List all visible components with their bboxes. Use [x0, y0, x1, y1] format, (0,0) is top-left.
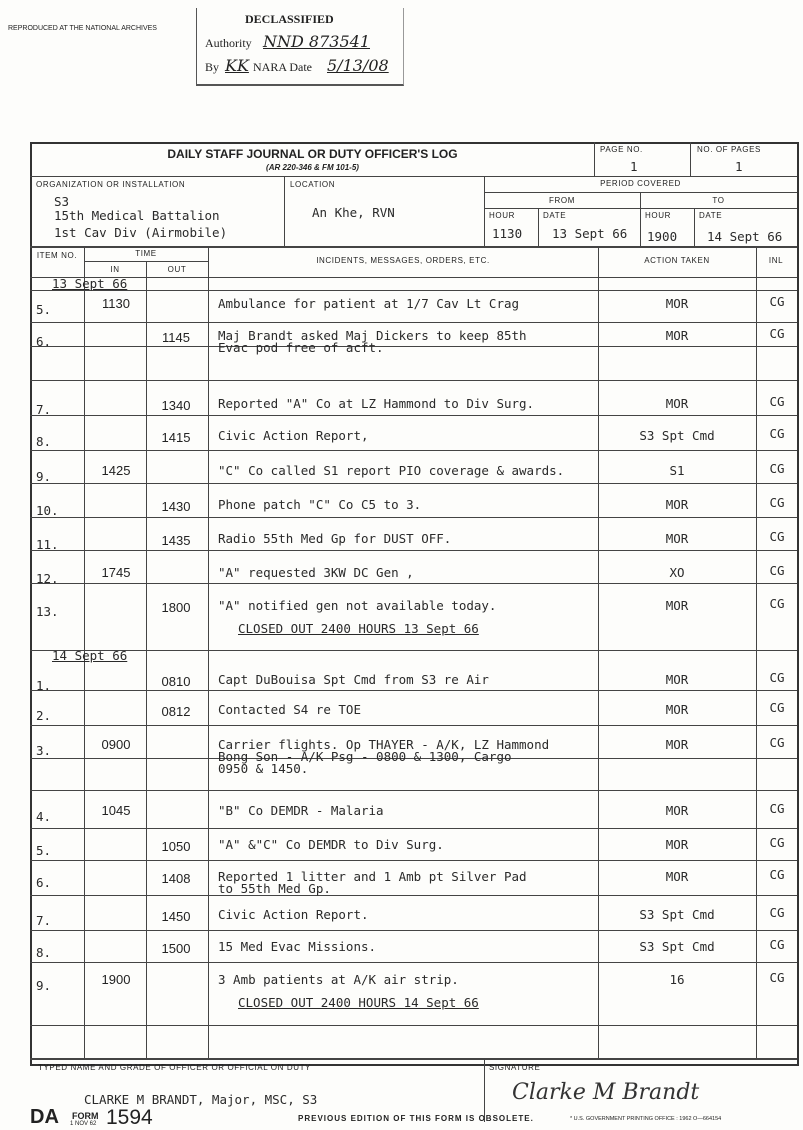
- col-incidents: INCIDENTS, MESSAGES, ORDERS, ETC.: [316, 256, 490, 265]
- initials: CG: [769, 326, 785, 341]
- initials: CG: [769, 867, 785, 882]
- form-title: DAILY STAFF JOURNAL OR DUTY OFFICER'S LOG: [167, 147, 458, 161]
- initials: CG: [769, 529, 785, 544]
- time-out: 1800: [161, 600, 191, 615]
- action-taken: MOR: [665, 672, 689, 687]
- row-divider: [30, 962, 797, 963]
- item-number: 6.: [36, 334, 52, 349]
- period-covered-label: PERIOD COVERED: [600, 179, 681, 188]
- to-date-value: 14 Sept 66: [707, 229, 783, 244]
- page-no-label: PAGE NO.: [600, 145, 643, 154]
- org-label: ORGANIZATION OR INSTALLATION: [36, 180, 186, 189]
- time-out: 1050: [161, 839, 191, 854]
- item-number: 5.: [36, 843, 52, 858]
- initials: CG: [769, 937, 785, 952]
- initials: CG: [769, 426, 785, 441]
- incident-text: Ambulance for patient at 1/7 Cav Lt Crag: [218, 296, 520, 311]
- incident-text: Reported 1 litter and 1 Amb pt Silver Pad: [218, 869, 527, 884]
- row-divider: [30, 1025, 797, 1026]
- incident-text: Carrier flights. Op THAYER - A/K, LZ Hammond: [218, 737, 550, 752]
- to-date-label: DATE: [699, 211, 723, 220]
- from-hour-label: HOUR: [489, 211, 515, 220]
- from-hour-value: 1130: [492, 226, 523, 241]
- initials: CG: [769, 596, 785, 611]
- col-item-no: ITEM NO.: [36, 251, 78, 260]
- org-line-2: 15th Medical Battalion: [54, 208, 220, 223]
- action-taken: S3 Spt Cmd: [639, 428, 715, 443]
- form-date: 1 NOV 62: [70, 1121, 97, 1127]
- by-value: KK: [225, 56, 249, 75]
- item-number: 7.: [36, 913, 52, 928]
- from-date-label: DATE: [543, 211, 567, 220]
- action-taken: MOR: [665, 328, 689, 343]
- item-number: 12.: [36, 571, 59, 586]
- row-divider: [30, 346, 797, 347]
- initials: CG: [769, 735, 785, 750]
- incident-text: Civic Action Report,: [218, 428, 369, 443]
- row-divider: [30, 725, 797, 726]
- location-value: An Khe, RVN: [312, 205, 395, 220]
- to-hour-value: 1900: [647, 229, 678, 244]
- action-taken: MOR: [665, 396, 689, 411]
- typed-name-value: CLARKE M BRANDT, Major, MSC, S3: [84, 1092, 318, 1107]
- item-number: 11.: [36, 537, 59, 552]
- time-in: 1425: [101, 463, 131, 478]
- item-number: 2.: [36, 708, 52, 723]
- action-taken: MOR: [665, 803, 689, 818]
- initials: CG: [769, 495, 785, 510]
- action-taken: MOR: [665, 497, 689, 512]
- action-taken: MOR: [665, 296, 689, 311]
- action-taken: MOR: [665, 837, 689, 852]
- item-number: 4.: [36, 809, 52, 824]
- time-out: 1408: [161, 871, 191, 886]
- item-number: 9.: [36, 978, 52, 993]
- row-divider: [30, 550, 797, 551]
- to-hour-label: HOUR: [645, 211, 671, 220]
- location-label: LOCATION: [290, 180, 336, 189]
- closing-line: CLOSED OUT 2400 HOURS 14 Sept 66: [238, 995, 479, 1010]
- row-divider: [30, 895, 797, 896]
- time-in: 1745: [101, 565, 131, 580]
- time-out: 1145: [162, 330, 190, 345]
- incident-text: 15 Med Evac Missions.: [218, 939, 377, 954]
- nara-date-label: NARA Date: [253, 60, 312, 74]
- time-in: 1130: [102, 296, 130, 311]
- time-out: 1340: [161, 398, 191, 413]
- declassified-stamp: [196, 8, 404, 86]
- form-word: FORM: [72, 1111, 99, 1121]
- incident-text: "A" notified gen not available today.: [218, 598, 497, 613]
- org-line-3: 1st Cav Div (Airmobile): [54, 225, 228, 240]
- incident-text: Radio 55th Med Gp for DUST OFF.: [218, 531, 452, 546]
- form-number: 1594: [106, 1106, 153, 1129]
- incident-text: "C" Co called S1 report PIO coverage & awards.: [218, 463, 565, 478]
- row-divider: [30, 828, 797, 829]
- initials: CG: [769, 835, 785, 850]
- item-number: 3.: [36, 743, 52, 758]
- initials: CG: [769, 970, 785, 985]
- row-divider: [30, 483, 797, 484]
- closing-line: CLOSED OUT 2400 HOURS 13 Sept 66: [238, 621, 479, 636]
- row-divider: [30, 790, 797, 791]
- row-divider: [30, 322, 797, 323]
- time-in: 1900: [101, 972, 131, 987]
- item-number: 9.: [36, 469, 52, 484]
- date-header: 13 Sept 66: [52, 276, 128, 291]
- incident-text: Reported "A" Co at LZ Hammond to Div Surg.: [218, 396, 535, 411]
- col-initials: INL: [768, 256, 784, 265]
- item-number: 5.: [36, 302, 52, 317]
- item-number: 6.: [36, 875, 52, 890]
- page-no-value: 1: [630, 159, 638, 174]
- incident-text-line-2: Bong Son - A/K Psg - 0800 & 1300, Cargo: [218, 749, 512, 764]
- incident-text-line-3: 0950 & 1450.: [218, 761, 309, 776]
- col-time-out: OUT: [167, 265, 187, 274]
- time-out: 0810: [161, 674, 191, 689]
- time-out: 1500: [161, 941, 191, 956]
- incident-text: Contacted S4 re TOE: [218, 702, 361, 717]
- nara-date-value: 5/13/08: [327, 56, 389, 75]
- from-date-value: 13 Sept 66: [552, 226, 628, 241]
- initials: CG: [769, 563, 785, 578]
- action-taken: MOR: [665, 869, 689, 884]
- org-line-1: S3: [54, 194, 70, 209]
- action-taken: XO: [669, 565, 685, 580]
- initials: CG: [769, 670, 785, 685]
- initials: CG: [769, 394, 785, 409]
- signature-label: SIGNATURE: [489, 1063, 541, 1072]
- authority-value: NND 873541: [263, 32, 370, 51]
- row-divider: [30, 517, 797, 518]
- gpo-notice: * U.S. GOVERNMENT PRINTING OFFICE : 1962 O—664154: [570, 1116, 722, 1122]
- authority-label: Authority: [205, 36, 252, 50]
- time-out: 1450: [161, 909, 191, 924]
- time-in: 0900: [101, 737, 131, 752]
- col-action-taken: ACTION TAKEN: [644, 256, 710, 265]
- incident-text: 3 Amb patients at A/K air strip.: [218, 972, 459, 987]
- form-da: DA: [30, 1106, 59, 1128]
- date-header: 14 Sept 66: [52, 648, 128, 663]
- initials: CG: [769, 461, 785, 476]
- row-divider: [30, 450, 797, 451]
- no-of-pages-label: NO. OF PAGES: [697, 145, 761, 154]
- row-divider: [30, 380, 797, 381]
- action-taken: MOR: [665, 598, 689, 613]
- action-taken: MOR: [665, 531, 689, 546]
- incident-text-line-2: Evac pod free of acft.: [218, 340, 384, 355]
- incident-text: "A" &"C" Co DEMDR to Div Surg.: [218, 837, 444, 852]
- reproduced-notice: REPRODUCED AT THE NATIONAL ARCHIVES: [8, 25, 157, 32]
- time-in: 1045: [101, 803, 131, 818]
- action-taken: MOR: [665, 702, 689, 717]
- incident-text: Capt DuBouisa Spt Cmd from S3 re Air: [218, 672, 489, 687]
- action-taken: 16: [669, 972, 685, 987]
- by-label: By: [205, 60, 220, 74]
- incident-text-line-2: to 55th Med Gp.: [218, 881, 331, 896]
- action-taken: MOR: [665, 737, 689, 752]
- from-label: FROM: [549, 196, 575, 205]
- typed-name-label: TYPED NAME AND GRADE OF OFFICER OR OFFICIAL ON DUTY: [38, 1063, 311, 1072]
- initials: CG: [769, 294, 785, 309]
- incident-text: Phone patch "C" Co C5 to 3.: [218, 497, 422, 512]
- row-divider: [30, 690, 797, 691]
- item-number: 8.: [36, 945, 52, 960]
- item-number: 13.: [36, 604, 59, 619]
- incident-text: "B" Co DEMDR - Malaria: [218, 803, 384, 818]
- incident-text: Maj Brandt asked Maj Dickers to keep 85th: [218, 328, 527, 343]
- item-number: 1.: [36, 678, 52, 693]
- row-divider: [30, 930, 797, 931]
- signature: Clarke M Brandt: [512, 1080, 700, 1105]
- row-divider: [30, 415, 797, 416]
- row-divider: [30, 650, 797, 651]
- action-taken: S1: [669, 463, 685, 478]
- to-label: TO: [712, 196, 725, 205]
- action-taken: S3 Spt Cmd: [639, 907, 715, 922]
- initials: CG: [769, 801, 785, 816]
- time-out: 1430: [161, 499, 191, 514]
- time-out: 0812: [161, 704, 191, 719]
- no-of-pages-value: 1: [735, 159, 743, 174]
- incident-text: Civic Action Report.: [218, 907, 369, 922]
- item-number: 7.: [36, 402, 52, 417]
- col-time-in: IN: [110, 265, 120, 274]
- stamp-title: DECLASSIFIED: [245, 12, 334, 26]
- initials: CG: [769, 905, 785, 920]
- row-divider: [30, 290, 797, 291]
- time-out: 1415: [161, 430, 191, 445]
- form-subtitle: (AR 220-346 & FM 101-5): [266, 163, 359, 172]
- previous-edition-notice: PREVIOUS EDITION OF THIS FORM IS OBSOLETE.: [298, 1114, 534, 1123]
- initials: CG: [769, 700, 785, 715]
- incident-text: "A" requested 3KW DC Gen ,: [218, 565, 414, 580]
- time-out: 1435: [161, 533, 191, 548]
- row-divider: [30, 583, 797, 584]
- action-taken: S3 Spt Cmd: [639, 939, 715, 954]
- col-time: TIME: [135, 249, 157, 258]
- row-divider: [30, 860, 797, 861]
- item-number: 10.: [36, 503, 59, 518]
- item-number: 8.: [36, 434, 52, 449]
